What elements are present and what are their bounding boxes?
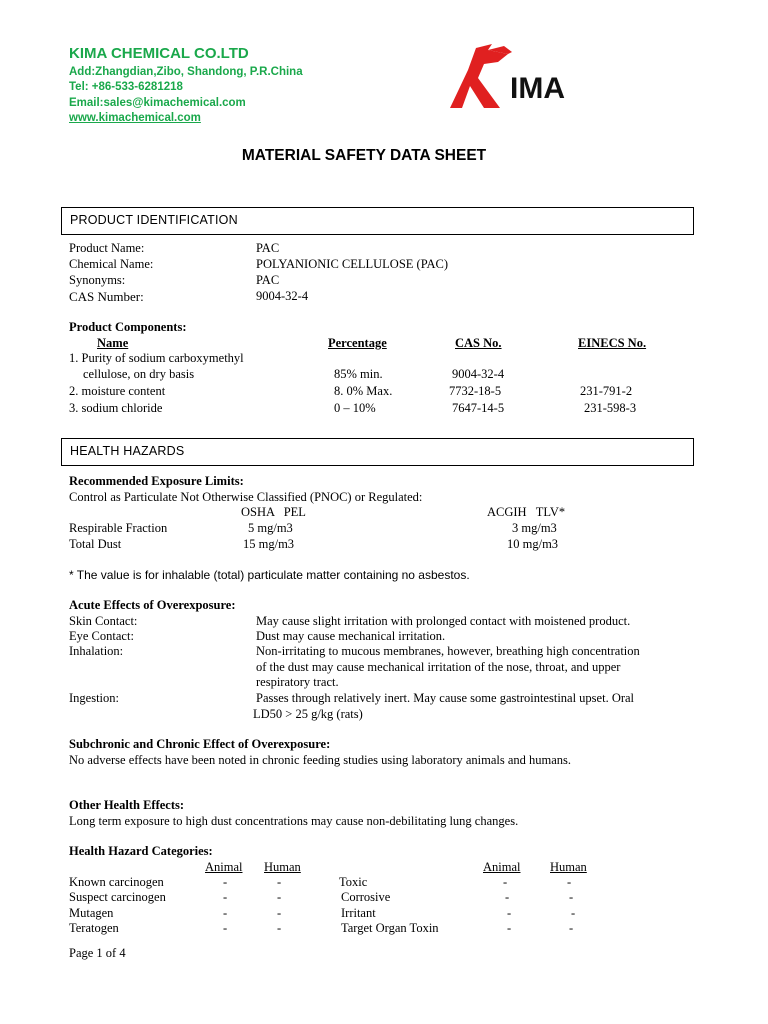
section-header-health-hazards xyxy=(61,438,694,466)
category-human: - xyxy=(569,921,574,935)
category-animal: - xyxy=(505,890,510,904)
limit-acgih: 10 mg/m3 xyxy=(507,537,559,551)
chronic-title: Subchronic and Chronic Effect of Overexposure: xyxy=(69,737,331,751)
page-number: Page 1 of 4 xyxy=(69,946,126,960)
category-animal: - xyxy=(503,875,508,889)
acute-text: Dust may cause mechanical irritation. xyxy=(256,629,446,643)
column-header-animal: Animal xyxy=(483,860,521,874)
acute-label: Eye Contact: xyxy=(69,629,134,643)
acute-text: Passes through relatively inert. May cause some gastrointestinal upset. Oral xyxy=(256,691,635,705)
document-title: MATERIAL SAFETY DATA SHEET xyxy=(241,147,487,164)
acute-label: Skin Contact: xyxy=(69,614,138,628)
acute-text: of the dust may cause mechanical irritation of the nose, throat, and upper xyxy=(256,660,621,674)
component-name-cont: cellulose, on dry basis xyxy=(83,367,195,381)
limit-label: Total Dust xyxy=(69,537,122,551)
limit-acgih: 3 mg/m3 xyxy=(512,521,557,535)
component-percentage: 85% min. xyxy=(334,367,383,381)
exposure-intro: Control as Particulate Not Otherwise Classified (PNOC) or Regulated: xyxy=(69,490,423,504)
category-animal: - xyxy=(223,890,228,904)
column-header-einecs: EINECS No. xyxy=(578,336,647,350)
field-label: Product Name: xyxy=(69,241,145,255)
acute-text: May cause slight irritation with prolonged contact with moistened product. xyxy=(256,614,631,628)
column-header-human: Human xyxy=(264,860,301,874)
component-einecs: 231-598-3 xyxy=(584,401,637,415)
category-human: - xyxy=(567,875,572,889)
company-tel: Tel: +86-533-6281218 xyxy=(69,81,183,93)
company-website-link[interactable]: www.kimachemical.com xyxy=(69,112,201,124)
acute-label: Inhalation: xyxy=(69,644,124,658)
component-einecs: 231-791-2 xyxy=(580,384,633,398)
field-label: Synonyms: xyxy=(69,273,126,287)
component-cas: 9004-32-4 xyxy=(452,367,505,381)
exposure-title: Recommended Exposure Limits: xyxy=(69,474,244,488)
category-label: Target Organ Toxin xyxy=(341,921,439,935)
component-percentage: 8. 0% Max. xyxy=(334,384,393,398)
limit-osha: 5 mg/m3 xyxy=(248,521,293,535)
column-header-name: Name xyxy=(97,336,129,350)
category-animal: - xyxy=(223,921,228,935)
field-value: POLYANIONIC CELLULOSE (PAC) xyxy=(256,257,449,271)
company-name: KIMA CHEMICAL CO.LTD xyxy=(69,45,249,62)
category-label: Irritant xyxy=(341,906,376,920)
category-label: Corrosive xyxy=(341,890,391,904)
field-value: PAC xyxy=(256,273,280,287)
category-animal: - xyxy=(507,921,512,935)
column-header-cas: CAS No. xyxy=(455,336,502,350)
field-label: CAS Number: xyxy=(69,289,144,304)
category-label: Toxic xyxy=(339,875,368,889)
acute-title: Acute Effects of Overexposure: xyxy=(69,598,236,612)
category-human: - xyxy=(277,906,282,920)
component-name: 2. moisture content xyxy=(69,384,166,398)
column-header-human: Human xyxy=(550,860,587,874)
category-human: - xyxy=(277,921,282,935)
acute-text: LD50 > 25 g/kg (rats) xyxy=(253,707,363,721)
category-animal: - xyxy=(507,906,512,920)
field-value: 9004-32-4 xyxy=(256,289,309,303)
kima-logo xyxy=(448,40,608,115)
column-header-percentage: Percentage xyxy=(328,336,387,350)
other-title: Other Health Effects: xyxy=(69,798,185,812)
categories-title: Health Hazard Categories: xyxy=(69,844,213,858)
acute-label: Ingestion: xyxy=(69,691,119,705)
acgih-header: ACGIH TLV* xyxy=(487,505,566,519)
components-title: Product Components: xyxy=(69,320,187,334)
logo-text: IMA xyxy=(510,72,565,105)
category-human: - xyxy=(569,890,574,904)
acute-text: respiratory tract. xyxy=(256,675,339,689)
component-cas: 7647-14-5 xyxy=(452,401,505,415)
footnote: * The value is for inhalable (total) particulate matter containing no asbestos. xyxy=(69,568,470,582)
field-label: Chemical Name: xyxy=(69,257,154,271)
other-text: Long term exposure to high dust concentrations may cause non-debilitating lung changes. xyxy=(69,814,519,828)
category-human: - xyxy=(571,906,576,920)
category-label: Teratogen xyxy=(69,921,119,935)
company-email: Email:sales@kimachemical.com xyxy=(69,97,246,109)
section-header-label: PRODUCT IDENTIFICATION xyxy=(70,213,238,227)
section-header-label: HEALTH HAZARDS xyxy=(70,444,185,458)
column-header-animal: Animal xyxy=(205,860,243,874)
category-animal: - xyxy=(223,875,228,889)
category-human: - xyxy=(277,875,282,889)
section-header-product-identification xyxy=(61,207,694,235)
component-cas: 7732-18-5 xyxy=(449,384,502,398)
company-address: Add:Zhangdian,Zibo, Shandong, P.R.China xyxy=(69,66,303,78)
acute-text: Non-irritating to mucous membranes, however, breathing high concentration xyxy=(256,644,640,658)
category-label: Mutagen xyxy=(69,906,114,920)
chronic-text: No adverse effects have been noted in chronic feeding studies using laboratory animals and humans. xyxy=(69,753,572,767)
field-value: PAC xyxy=(256,241,280,255)
limit-label: Respirable Fraction xyxy=(69,521,168,535)
osha-header: OSHA PEL xyxy=(241,505,306,519)
category-label: Suspect carcinogen xyxy=(69,890,166,904)
component-name: 3. sodium chloride xyxy=(69,401,163,415)
category-human: - xyxy=(277,890,282,904)
category-animal: - xyxy=(223,906,228,920)
component-percentage: 0 – 10% xyxy=(334,401,376,415)
category-label: Known carcinogen xyxy=(69,875,164,889)
limit-osha: 15 mg/m3 xyxy=(243,537,295,551)
component-name: 1. Purity of sodium carboxymethyl xyxy=(69,351,244,365)
